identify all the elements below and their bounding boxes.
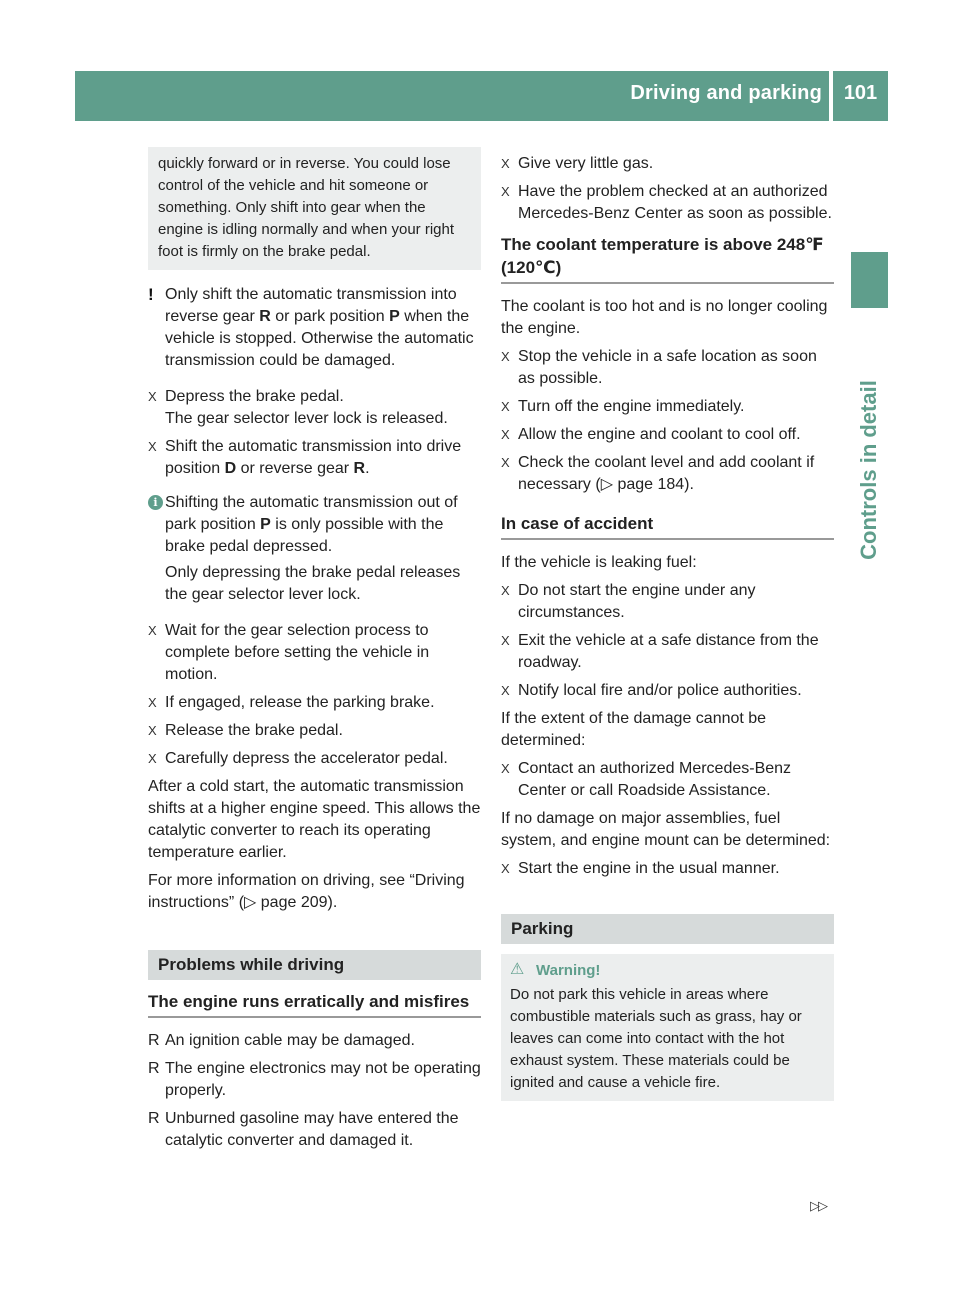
step-item <box>148 620 481 686</box>
list-item-text: An ignition cable may be damaged. <box>165 1032 415 1049</box>
bullet-icon: R <box>148 1110 160 1127</box>
caution-text: Only shift the automatic transmission into reverse gear <box>165 286 457 325</box>
warning-continuation <box>148 147 481 270</box>
caution-note <box>148 284 481 372</box>
step-item <box>501 758 834 802</box>
warning-continuation-text: quickly forward or in reverse. You could lose control of the vehicle and hit someone or something. Only shift into gear when the engine is idling normally and when your right foot is firmly on the brake pedal. <box>158 155 455 260</box>
info-icon: i <box>148 495 163 510</box>
step-x-icon: X <box>148 695 157 710</box>
info-text-second: Only depressing the brake pedal releases the gear selector lever lock. <box>165 564 461 603</box>
step-x-icon: X <box>501 455 510 470</box>
warning-title: Warning! <box>536 962 601 979</box>
section-heading: Problems while driving <box>148 950 481 980</box>
step-item <box>501 858 834 880</box>
step-text: Release the brake pedal. <box>165 722 343 739</box>
step-x-icon: X <box>501 683 510 698</box>
caution-text: or park position <box>270 308 390 325</box>
step-text: Carefully depress the accelerator pedal. <box>165 750 448 767</box>
step-text: Exit the vehicle at a safe distance from the roadway. <box>518 632 819 671</box>
left-column <box>148 147 481 1158</box>
step-item <box>148 692 481 714</box>
step-x-icon: X <box>501 583 510 598</box>
step-x-icon: X <box>501 156 510 171</box>
step-x-icon: X <box>148 723 157 738</box>
step-x-icon: X <box>148 389 157 404</box>
paragraph: After a cold start, the automatic transmission shifts at a higher engine speed. This allows the catalytic converter to reach its operating temperature earlier. <box>148 778 481 861</box>
step-text: Have the problem checked at an authorized Mercedes-Benz Center as soon as possible. <box>518 183 832 222</box>
step-text: Give very little gas. <box>518 155 654 172</box>
step-text: Start the engine in the usual manner. <box>518 860 780 877</box>
info-text-part: is only possible with the brake pedal depressed. <box>165 516 444 555</box>
step-text: Depress the brake pedal. <box>165 388 344 405</box>
subheading-accident: In case of accident <box>501 512 834 540</box>
right-column <box>501 147 834 1101</box>
paragraph-cross-reference: For more information on driving, see “Driving instructions” (▷ page 209). <box>148 872 465 911</box>
warning-triangle-icon: ⚠ <box>510 961 525 978</box>
step-text: . <box>365 460 370 477</box>
step-x-icon: X <box>501 761 510 776</box>
list-item-text: The engine electronics may not be operating properly. <box>165 1060 481 1099</box>
step-x-icon: X <box>148 751 157 766</box>
subheading: The engine runs erratically and misfires <box>148 990 481 1018</box>
step-text: If engaged, release the parking brake. <box>165 694 435 711</box>
paragraph: If the vehicle is leaking fuel: <box>501 554 697 571</box>
paragraph: If no damage on major assemblies, fuel system, and engine mount can be determined: <box>501 810 831 849</box>
step-result: The gear selector lever lock is released. <box>165 410 448 427</box>
caution-text: when the vehicle is stopped. Otherwise the automatic transmission could be damaged. <box>165 308 474 369</box>
step-item <box>501 346 834 390</box>
step-item <box>501 396 834 418</box>
section-heading-parking: Parking <box>501 914 834 944</box>
paragraph: The coolant is too hot and is no longer cooling the engine. <box>501 298 828 337</box>
step-text: Shift the automatic transmission into drive position <box>165 438 462 477</box>
step-item <box>501 630 834 674</box>
list-item <box>148 1030 481 1052</box>
exclamation-icon: ! <box>148 285 154 304</box>
side-tab-marker <box>851 252 888 308</box>
bullet-icon: R <box>148 1060 160 1077</box>
side-section-label: Controls in detail <box>856 380 881 560</box>
chapter-title: Driving and parking <box>630 82 822 104</box>
step-text: Notify local fire and/or police authorities. <box>518 682 802 699</box>
step-text: or reverse gear <box>236 460 354 477</box>
step-item <box>501 580 834 624</box>
step-x-icon: X <box>501 427 510 442</box>
step-x-icon: X <box>148 439 157 454</box>
step-item <box>148 386 481 430</box>
step-text-cross-reference: Check the coolant level and add coolant if necessary (▷ page 184). <box>518 454 815 493</box>
list-item-text: Unburned gasoline may have entered the catalytic converter and damaged it. <box>165 1110 459 1149</box>
info-note <box>148 492 481 606</box>
step-x-icon: X <box>501 184 510 199</box>
step-item <box>148 720 481 742</box>
step-text: Contact an authorized Mercedes-Benz Center or call Roadside Assistance. <box>518 760 792 799</box>
step-x-icon: X <box>501 861 510 876</box>
step-item <box>148 748 481 770</box>
step-item <box>501 181 834 225</box>
warning-text: Do not park this vehicle in areas where combustible materials such as grass, hay or leaves can come into contact with the hot exhaust system. These materials could be ignited and cause a vehicle fire. <box>510 986 802 1091</box>
step-text: Wait for the gear selection process to complete before setting the vehicle in motion. <box>165 622 430 683</box>
step-text: Stop the vehicle in a safe location as soon as possible. <box>518 348 817 387</box>
step-x-icon: X <box>501 633 510 648</box>
bullet-icon: R <box>148 1032 160 1049</box>
list-item <box>148 1058 481 1102</box>
step-item <box>501 153 834 175</box>
info-text-part: Shifting the automatic transmission out of park position <box>165 494 458 533</box>
step-text: Turn off the engine immediately. <box>518 398 745 415</box>
subheading-coolant: The coolant temperature is above 248℉ (120℃) <box>501 233 834 284</box>
step-x-icon: X <box>148 623 157 638</box>
step-item <box>148 436 481 480</box>
step-x-icon: X <box>501 349 510 364</box>
list-item <box>148 1108 481 1152</box>
page-number: 101 <box>843 82 878 104</box>
gear-d: D <box>224 460 237 477</box>
paragraph: If the extent of the damage cannot be determined: <box>501 710 767 749</box>
step-item <box>501 452 834 496</box>
continue-arrow-icon: ▷▷ <box>810 1198 826 1213</box>
warning-heading <box>510 960 825 982</box>
step-text: Allow the engine and coolant to cool off. <box>518 426 801 443</box>
step-x-icon: X <box>501 399 510 414</box>
step-text: Do not start the engine under any circumstances. <box>518 582 756 621</box>
step-item <box>501 680 834 702</box>
step-item <box>501 424 834 446</box>
warning-box <box>501 954 834 1101</box>
info-text <box>165 492 481 558</box>
gear-r: R <box>259 308 271 325</box>
gear-p: P <box>260 516 271 533</box>
gear-p: P <box>389 308 400 325</box>
gear-r: R <box>353 460 366 477</box>
